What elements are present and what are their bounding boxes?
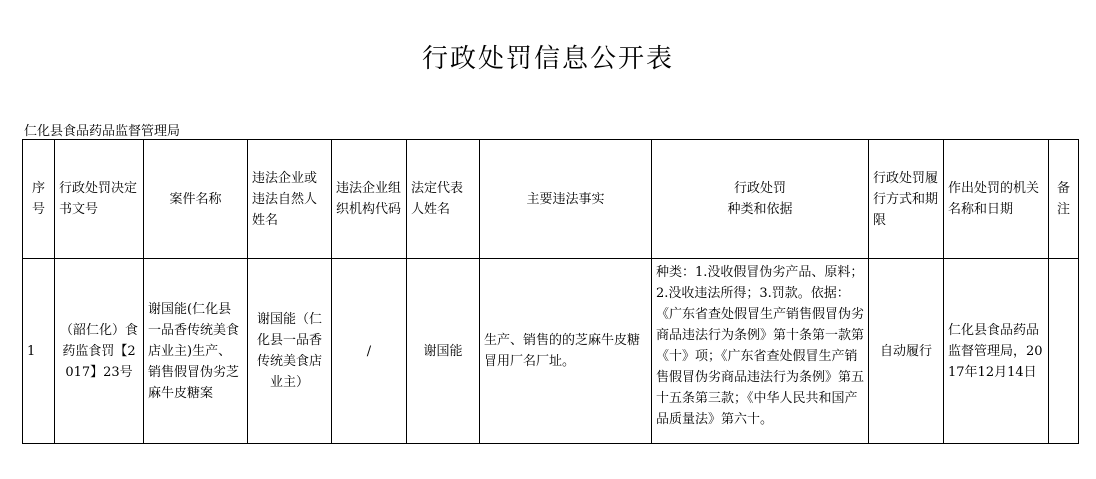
header-penalty-sub: 种类和依据 xyxy=(727,202,793,217)
cell-facts: 生产、销售的的芝麻牛皮糖冒用厂名厂址。 xyxy=(480,259,652,444)
cell-org-code: / xyxy=(332,259,407,444)
header-execution: 行政处罚履行方式和期限 xyxy=(869,140,944,259)
page-title: 行政处罚信息公开表 xyxy=(421,44,674,74)
cell-execution: 自动履行 xyxy=(869,259,944,444)
cell-legal-rep: 谢国能 xyxy=(407,259,480,444)
penalty-table xyxy=(22,139,1079,444)
header-org-code: 违法企业组织机构代码 xyxy=(332,140,407,259)
cell-party-name: 谢国能（仁化县一品香传统美食店业主） xyxy=(248,259,332,444)
cell-remark xyxy=(1049,259,1079,444)
header-authority: 作出处罚的机关名称和日期 xyxy=(944,140,1049,259)
agency-name: 仁化县食品药品监督管理局 xyxy=(24,124,181,139)
cell-doc-no: （韶仁化）食药监食罚【2017】23号 xyxy=(55,259,144,444)
table-header-row xyxy=(23,140,1079,259)
header-legal-rep: 法定代表人姓名 xyxy=(407,140,480,259)
header-doc-no: 行政处罚决定书文号 xyxy=(55,140,144,259)
header-facts: 主要违法事实 xyxy=(480,140,652,259)
cell-authority: 仁化县食品药品监督管理局，2017年12月14日 xyxy=(944,259,1049,444)
table-row xyxy=(23,259,1079,444)
cell-case-name: 谢国能(仁化县一品香传统美食店业主)生产、销售假冒伪劣芝麻牛皮糖案 xyxy=(144,259,248,444)
header-penalty-title: 行政处罚 xyxy=(733,181,786,196)
cell-penalty: 种类：1.没收假冒伪劣产品、原料；2.没收违法所得；3.罚款。依据：《广东省查处假冒生产销售假冒伪劣商品违法行为条例》第十条第一款第《十》项；《广东省查处假冒生产销售假冒伪劣商品违法行为条例》第五十五条第三款；《中华人民共和国产品质量法》第六十。 xyxy=(652,259,869,444)
cell-seq: 1 xyxy=(23,259,55,444)
header-seq: 序号 xyxy=(23,140,55,259)
header-remark: 备注 xyxy=(1049,140,1079,259)
header-party-name: 违法企业或违法自然人姓名 xyxy=(248,140,332,259)
header-penalty xyxy=(652,140,869,259)
header-case-name: 案件名称 xyxy=(144,140,248,259)
